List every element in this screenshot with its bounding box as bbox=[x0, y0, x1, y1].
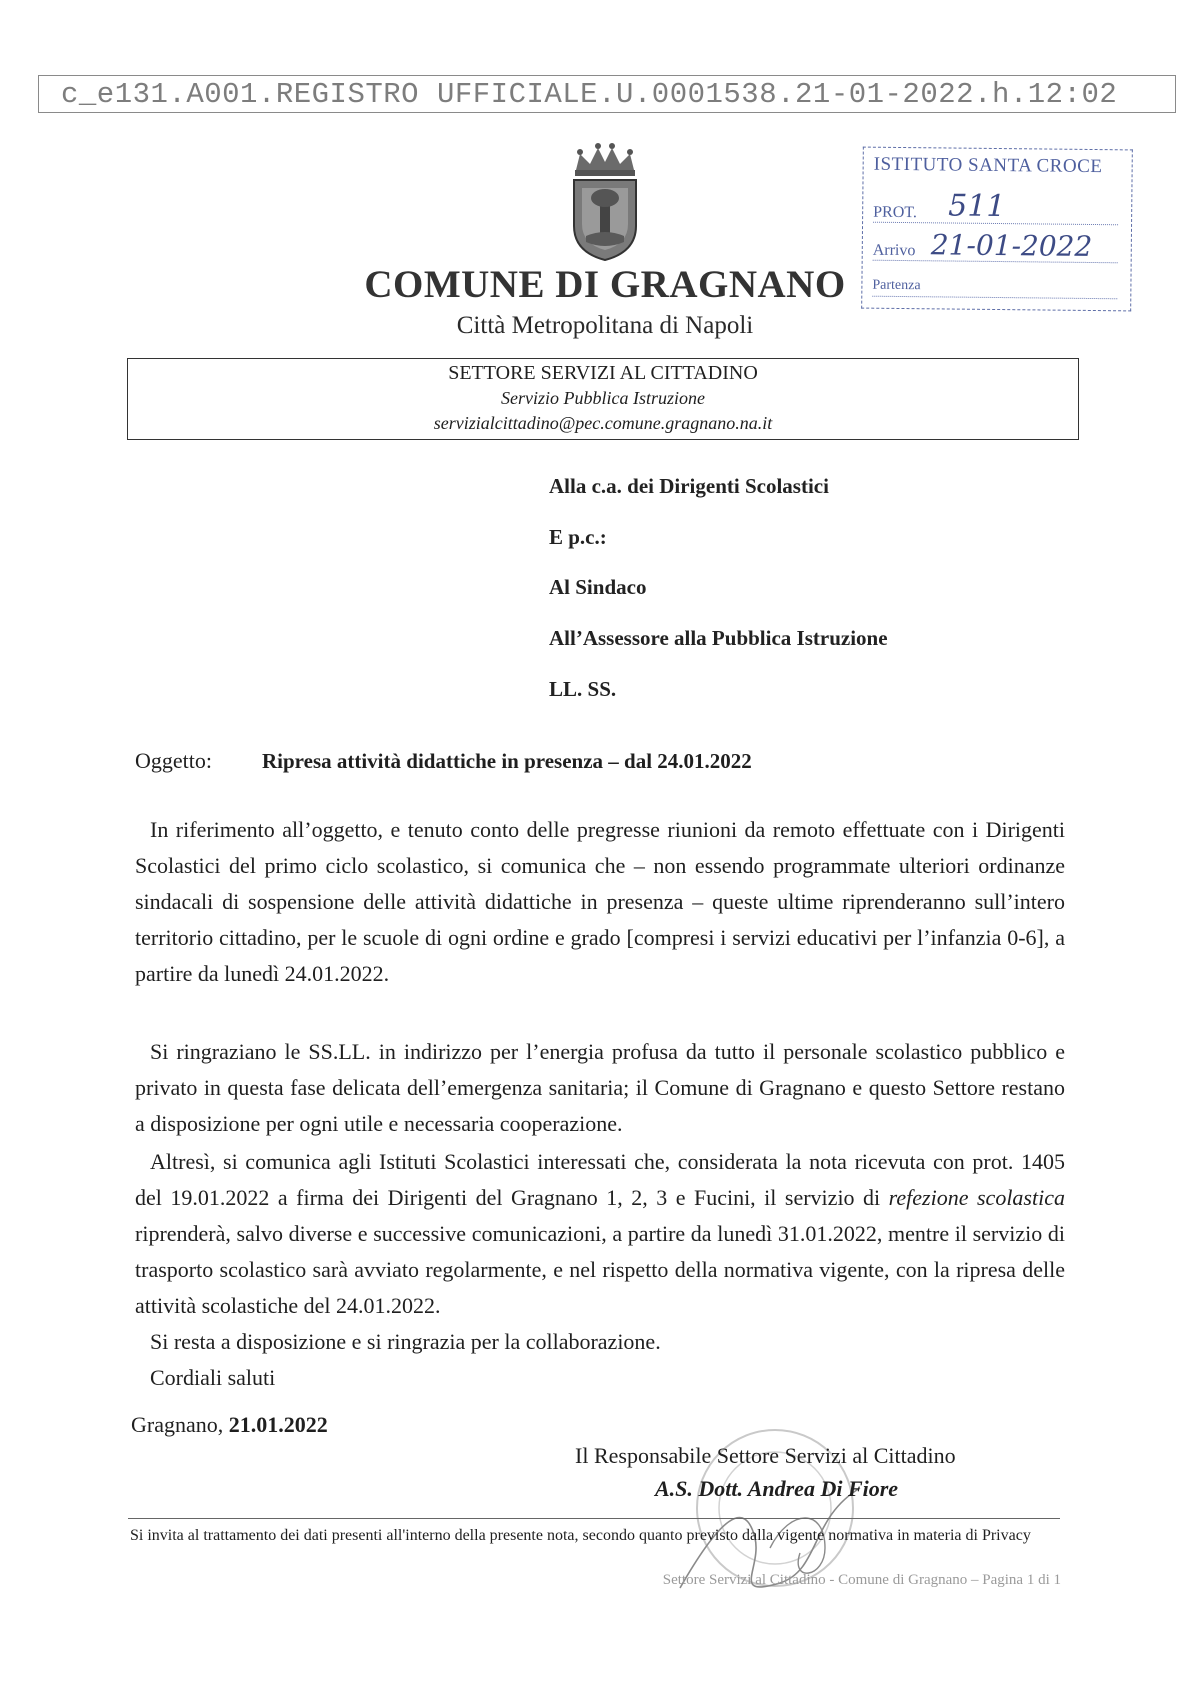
footer-page-info: Settore Servizi al Cittadino - Comune di Gragnano – Pagina 1 di 1 bbox=[662, 1572, 1061, 1588]
coat-of-arms-icon bbox=[562, 140, 648, 262]
body-paragraph-2: Si ringraziano le SS.LL. in indirizzo per l’energia profusa da tutto il personale scolastico pubblico e privato in questa fase delicata dell’emergenza sanitaria; il Comune di Gragnano e questo Settore restano a disposizione per ogni utile e necessaria cooperazione. bbox=[135, 1039, 1065, 1136]
footer-privacy-note: Si invita al trattamento dei dati presenti all'interno della presente nota, secondo quanto previsto dalla vigente normativa in materia di Privacy bbox=[130, 1527, 1031, 1544]
municipality-title: COMUNE DI GRAGNANO bbox=[364, 263, 846, 306]
sector-name: SETTORE SERVIZI AL CITTADINO bbox=[448, 362, 758, 384]
stamp-arrivo-value: 21-01-2022 bbox=[930, 228, 1093, 263]
signature-name: A.S. Dott. Andrea Di Fiore bbox=[655, 1476, 899, 1501]
sector-service: Servizio Pubblica Istruzione bbox=[501, 388, 705, 408]
body-paragraph-3-part-a: Altresì, si comunica agli Istituti Scolastici interessati che, considerata la nota ricevuta con prot. 1405 del 19.01.2022 a firma dei Dirigenti del Gragnano 1, 2, 3 e Fucini, il servizio di bbox=[135, 1149, 1065, 1210]
recipient-line: All’Assessore alla Pubblica Istruzione bbox=[549, 626, 888, 650]
stamp-partenza-label: Partenza bbox=[872, 277, 921, 294]
place-date bbox=[131, 1412, 328, 1438]
stamp-prot-label: PROT. bbox=[873, 203, 917, 222]
recipient-line: Al Sindaco bbox=[549, 575, 647, 599]
recipient-line: Alla c.a. dei Dirigenti Scolastici bbox=[549, 474, 829, 498]
place-date-value: 21.01.2022 bbox=[228, 1412, 328, 1437]
body-paragraph-1: In riferimento all’oggetto, e tenuto conto delle pregresse riunioni da remoto effettuate con i Dirigenti Scolastici del primo ciclo scolastico, si comunica che – non essendo programmate ulteriori ordinanze sindacali di sospensione delle attività didattiche in presenza – queste ultime riprenderanno sull’intero territorio cittadino, per le scuole di ogni ordine e grado [compresi i servizi educativi per l’infanzia 0-6], a partire da lunedì 24.01.2022. bbox=[135, 817, 1065, 986]
body-paragraph-4: Si resta a disposizione e si ringrazia per la collaborazione. bbox=[150, 1329, 661, 1354]
stamp-prot-value: 511 bbox=[948, 188, 1006, 225]
body-paragraph-3-part-b: riprenderà, salvo diverse e successive comunicazioni, a partire da lunedì 31.01.2022, mentre il servizio di trasporto scolastico sarà avviato regolarmente, e nel rispetto della normativa vigente, con la ripresa delle attività scolastiche del 24.01.2022. bbox=[135, 1221, 1065, 1318]
sector-email: servizialcittadino@pec.comune.gragnano.na.it bbox=[433, 413, 773, 433]
sector-box bbox=[127, 358, 1079, 440]
subject-label: Oggetto: bbox=[135, 748, 212, 773]
subject-text: Ripresa attività didattiche in presenza – dal 24.01.2022 bbox=[262, 749, 752, 773]
stamp-arrivo-label: Arrivo bbox=[872, 241, 916, 260]
place-city: Gragnano, bbox=[131, 1412, 229, 1437]
stamp-partenza-row bbox=[872, 272, 1117, 300]
official-seal-icon bbox=[650, 1398, 900, 1648]
inbound-protocol-stamp bbox=[861, 147, 1133, 312]
body-paragraph-3 bbox=[135, 1144, 1065, 1324]
stamp-institute: ISTITUTO SANTA CROCE bbox=[873, 153, 1103, 178]
body-paragraph-3-italic: refezione scolastica bbox=[888, 1185, 1065, 1210]
municipality-subtitle: Città Metropolitana di Napoli bbox=[456, 312, 754, 339]
stamp-prot-row bbox=[873, 188, 1118, 226]
recipient-line: E p.c.: bbox=[549, 525, 607, 549]
recipient-line: LL. SS. bbox=[549, 677, 617, 701]
stamp-arrivo-row bbox=[872, 228, 1118, 264]
signature-role: Il Responsabile Settore Servizi al Cittadino bbox=[575, 1443, 956, 1468]
body-closing: Cordiali saluti bbox=[150, 1365, 276, 1390]
registry-protocol-header: c_e131.A001.REGISTRO UFFICIALE.U.0001538.21-01-2022.h.12:02 bbox=[38, 75, 1176, 113]
footer-divider bbox=[128, 1518, 1060, 1519]
